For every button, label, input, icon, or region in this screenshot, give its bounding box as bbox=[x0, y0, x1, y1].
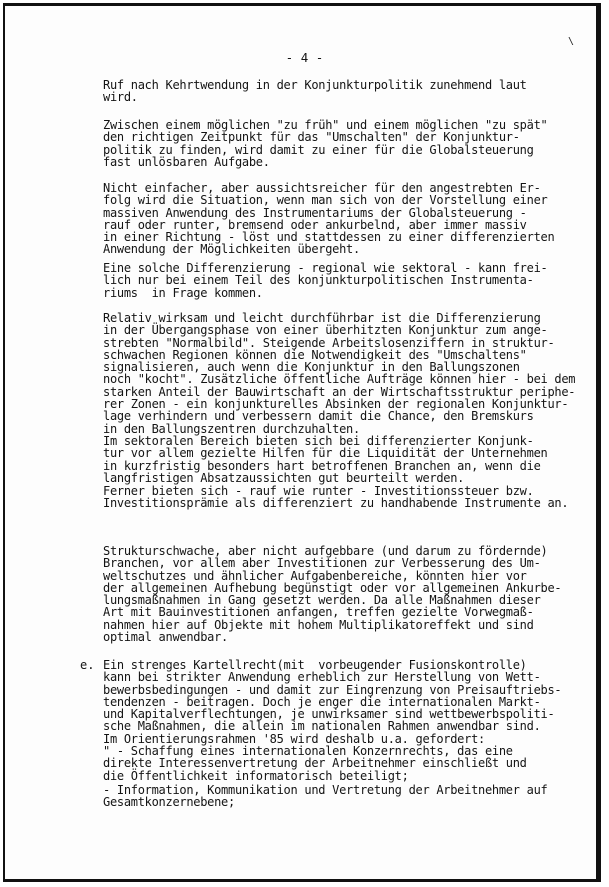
text-line: folg wird die Situation, wenn man sich von der Vorstellung einer bbox=[103, 193, 548, 208]
text-line: sche Maßnahmen, die allein im nationalen Rahmen anwendbar sind. bbox=[103, 719, 541, 734]
text-line: Relativ wirksam und leicht durchführbar ist die Differenzierung bbox=[103, 311, 541, 325]
paragraph-2 bbox=[103, 119, 573, 168]
text-line: Gesamtkonzernebene; bbox=[103, 795, 235, 810]
text-line: rer Zonen - ein konjunkturelles Absinken der regionalen Konjunktur- bbox=[103, 397, 569, 412]
text-line: den richtigen Zeitpunkt für das "Umschalten" der Konjunktur- bbox=[103, 130, 520, 145]
text-line: Zwischen einem möglichen "zu früh" und einem möglichen "zu spät" bbox=[103, 118, 548, 132]
text-line: lich nur bei einem Teil des konjunkturpolitischen Instrumenta- bbox=[103, 273, 534, 288]
text-line: starken Anteil der Bauwirtschaft an der Wirtschaftsstruktur periphe- bbox=[103, 384, 576, 399]
text-line: Ruf nach Kehrtwendung in der Konjunkturpolitik zunehmend laut bbox=[103, 78, 527, 92]
text-line: Strukturschwache, aber nicht aufgebbare (und darum zu fördernde) bbox=[103, 544, 548, 558]
page-number: - 4 - bbox=[285, 50, 324, 65]
text-line: Im Orientierungsrahmen '85 wird deshalb u.a. gefordert: bbox=[103, 731, 485, 746]
text-line: " - Schaffung eines internationalen Konzernrechts, das eine bbox=[103, 744, 513, 758]
text-line: Ein strenges Kartellrecht(mit vorbeugender Fusionskontrolle) bbox=[103, 658, 527, 672]
paragraph-4 bbox=[103, 262, 573, 299]
text-line: wird. bbox=[103, 90, 138, 105]
text-line: direkte Interessenvertretung der Arbeitnehmer einschließt und bbox=[103, 756, 527, 771]
text-line: lungsmaßnahmen in Gang gesetzt werden. Da alle Maßnahmen dieser bbox=[103, 593, 541, 608]
text-line: optimal anwendbar. bbox=[103, 630, 229, 645]
text-line: tur vor allem gezielte Hilfen für die Liquidität der Unternehmen bbox=[103, 446, 548, 461]
item-e-paragraph-3 bbox=[103, 784, 573, 809]
text-line: Nicht einfacher, aber aussichtsreicher für den angestrebten Er- bbox=[103, 181, 541, 195]
text-line: strebten "Normalbild". Steigende Arbeitslosenziffern in struktur- bbox=[103, 335, 555, 350]
text-line: rauf oder runter, bremsend oder ankurbelnd, aber immer massiv bbox=[103, 217, 527, 232]
paragraph-3 bbox=[103, 182, 573, 256]
item-e-paragraph-1 bbox=[103, 659, 573, 745]
text-line: und Kapitalverflechtungen, je unwirksamer sind wettbewerbspoliti- bbox=[103, 707, 555, 722]
text-line: in kurzfristig besonders hart betroffenen Branchen an, wenn die bbox=[103, 458, 541, 473]
text-line: noch "kocht". Zusätzliche öffentliche Aufträge können hier - bei dem bbox=[103, 372, 576, 387]
text-line: tendenzen - beitragen. Doch je enger die internationalen Markt- bbox=[103, 694, 541, 709]
text-line: schwachen Regionen können die Notwendigkeit des "Umschaltens" bbox=[103, 347, 527, 362]
text-line: Branchen, vor allem aber Investitionen zur Verbesserung des Um- bbox=[103, 556, 541, 571]
text-line: Ferner bieten sich - rauf wie runter - Investitionssteuer bzw. bbox=[103, 484, 534, 498]
text-line: weltschutzes und ähnlicher Aufgabenbereiche, könnten hier vor bbox=[103, 568, 527, 583]
text-line: der allgemeinen Aufhebung begünstigt oder vor allgemeinen Ankurbe- bbox=[103, 580, 562, 595]
corner-mark: \ bbox=[568, 36, 575, 47]
paragraph-1 bbox=[103, 79, 573, 104]
text-line: die Öffentlichkeit informatorisch beteiligt; bbox=[103, 768, 409, 783]
text-line: Anwendung der Möglichkeiten übergeht. bbox=[103, 242, 360, 257]
text-line: Investitionsprämie als differenziert zu handhabende Instrumente an. bbox=[103, 496, 569, 511]
text-line: Art mit Bauinvestitionen anfangen, treffen gezielte Vorwegmaß- bbox=[103, 605, 534, 620]
text-line: in der Übergangsphase von einer überhitzten Konjunktur zum ange- bbox=[103, 323, 548, 338]
text-line: riums in Frage kommen. bbox=[103, 285, 263, 300]
item-e-paragraph-2 bbox=[103, 745, 573, 782]
item-e-label: e. bbox=[80, 658, 95, 672]
text-line: massiven Anwendung des Instrumentariums der Globalsteuerung - bbox=[103, 205, 527, 220]
text-line: lage verhindern und verbessern damit die Chance, den Bremskurs bbox=[103, 409, 534, 424]
text-line: politik zu finden, wird damit zu einer für die Globalsteuerung bbox=[103, 142, 534, 157]
text-line: bewerbsbedingungen - und damit zur Eingrenzung von Preisauftriebs- bbox=[103, 682, 562, 697]
text-line: Eine solche Differenzierung - regional wie sektoral - kann frei- bbox=[103, 261, 548, 275]
text-line: in den Ballungszentren durchzuhalten. bbox=[103, 421, 360, 436]
paragraph-6 bbox=[103, 435, 573, 484]
text-line: in einer Richtung - löst und stattdessen zu einer differenzierten bbox=[103, 230, 555, 245]
text-line: signalisieren, auch wenn die Konjunktur in den Ballungszonen bbox=[103, 360, 520, 375]
text-line: langfristigen Absatzaussichten gut beurteilt werden. bbox=[103, 470, 465, 485]
text-line: - Information, Kommunikation und Vertretung der Arbeitnehmer auf bbox=[103, 783, 548, 797]
paragraph-7 bbox=[103, 485, 573, 510]
paragraph-8 bbox=[103, 545, 573, 643]
text-line: fast unlösbaren Aufgabe. bbox=[103, 154, 270, 169]
text-line: kann bei strikter Anwendung erheblich zur Herstellung von Wett- bbox=[103, 670, 541, 685]
paragraph-5 bbox=[103, 311, 576, 436]
text-line: Im sektoralen Bereich bieten sich bei differenzierter Konjunk- bbox=[103, 434, 534, 448]
text-line: nahmen hier auf Objekte mit hohem Multiplikatoreffekt und sind bbox=[103, 617, 534, 632]
